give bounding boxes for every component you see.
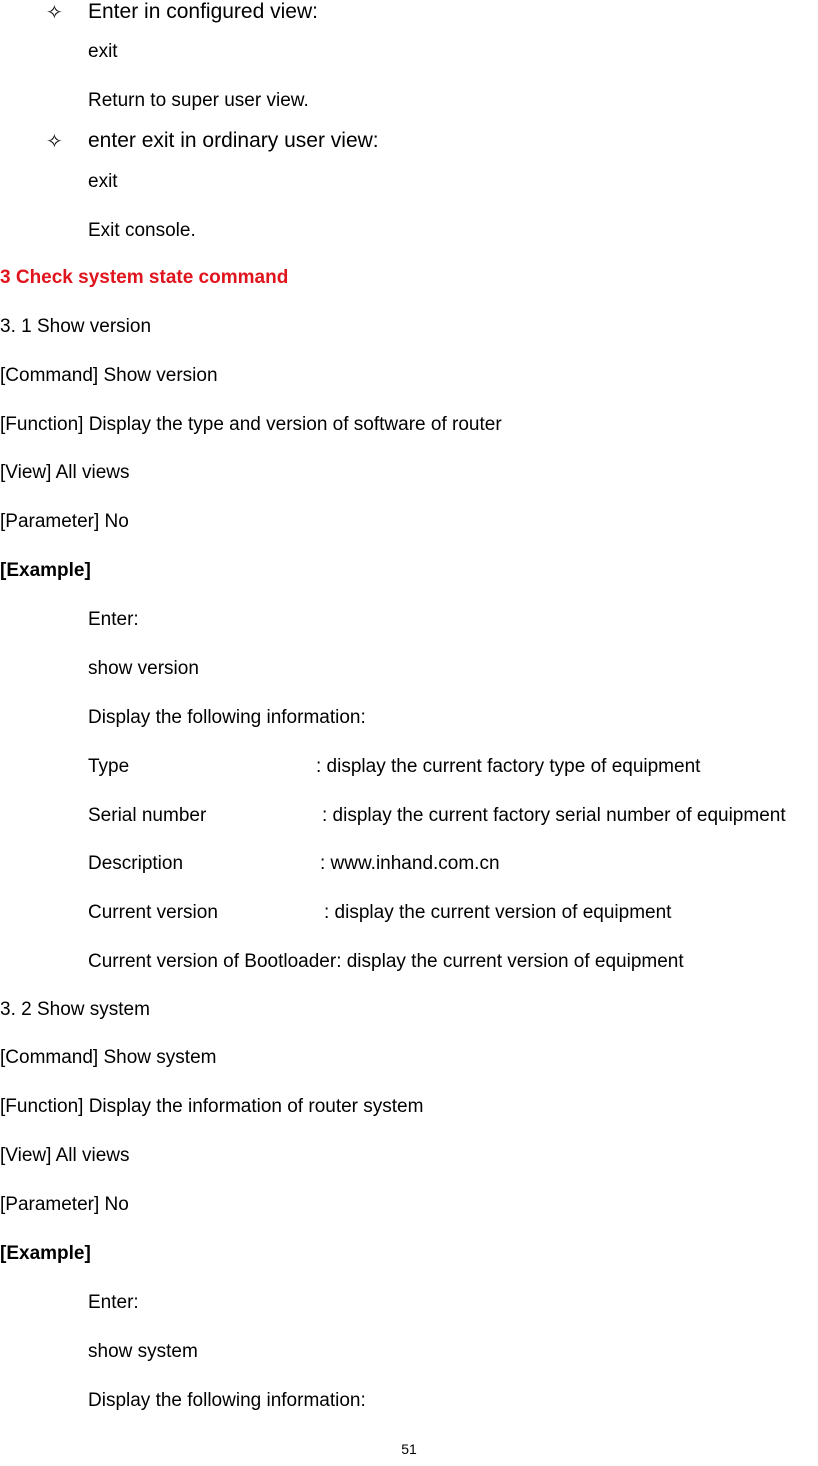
page-number: 51 xyxy=(401,1441,417,1457)
parameter-line: [Parameter] No xyxy=(0,1194,129,1215)
subsection-heading-show-version: 3. 1 Show version xyxy=(0,316,152,337)
display-label: Display the following information: xyxy=(88,1390,366,1411)
info-row-label: Type xyxy=(88,756,130,777)
enter-label: Enter: xyxy=(88,609,139,630)
bullet-configured-view: Enter in configured view: xyxy=(88,0,318,23)
info-row-label: Serial number xyxy=(88,805,207,826)
example-label: [Example] xyxy=(0,560,91,581)
function-line: [Function] Display the type and version of software of router xyxy=(0,414,502,435)
info-row-label: Description xyxy=(88,853,184,874)
ordinary-view-command: exit xyxy=(88,171,118,192)
function-line: [Function] Display the information of router system xyxy=(0,1096,424,1117)
command-input: show system xyxy=(88,1341,198,1362)
bullet-ordinary-view: enter exit in ordinary user view: xyxy=(88,129,379,152)
four-point-star-outline-icon: ✧ xyxy=(46,2,63,24)
subsection-heading-show-system: 3. 2 Show system xyxy=(0,999,150,1020)
info-row-value: : display the current factory serial number of equipment xyxy=(322,805,786,826)
info-row-value: : display the current version of equipment xyxy=(324,902,672,923)
command-input: show version xyxy=(88,658,199,679)
view-line: [View] All views xyxy=(0,462,130,483)
info-row-label: Current version xyxy=(88,902,218,923)
ordinary-view-desc: Exit console. xyxy=(88,220,196,241)
configured-view-desc: Return to super user view. xyxy=(88,90,309,111)
section-heading: 3 Check system state command xyxy=(0,267,289,288)
example-label: [Example] xyxy=(0,1243,91,1264)
four-point-star-outline-icon: ✧ xyxy=(46,131,63,153)
info-row-value: : www.inhand.com.cn xyxy=(320,853,500,874)
bootloader-line: Current version of Bootloader: display the current version of equipment xyxy=(88,951,684,972)
view-line: [View] All views xyxy=(0,1145,130,1166)
command-line: [Command] Show system xyxy=(0,1047,217,1068)
info-row-value: : display the current factory type of equipment xyxy=(316,756,701,777)
display-label: Display the following information: xyxy=(88,707,366,728)
parameter-line: [Parameter] No xyxy=(0,511,129,532)
configured-view-command: exit xyxy=(88,41,118,62)
enter-label: Enter: xyxy=(88,1292,139,1313)
command-line: [Command] Show version xyxy=(0,365,218,386)
